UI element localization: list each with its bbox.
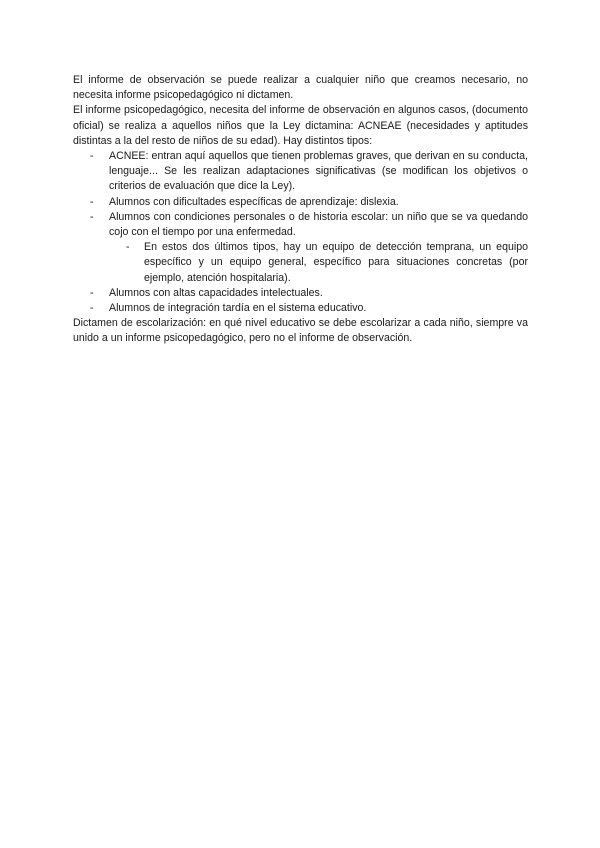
list-item-personal-conditions <box>73 210 528 286</box>
paragraph-observation-report: El informe de observación se puede realizar a cualquier niño que creamos necesario, no necesita informe psicopedagógico ni dictamen. <box>73 74 528 102</box>
nested-list-item-teams <box>109 240 528 286</box>
list-item-text: Alumnos de integración tardía en el sistema educativo. <box>109 302 367 315</box>
bullet-dash: - <box>90 150 94 163</box>
nested-list <box>109 240 528 286</box>
list-item-acnee <box>73 149 528 195</box>
list-item-high-abilities <box>73 286 528 301</box>
list-item-text: Alumnos con altas capacidades intelectuales. <box>109 286 323 299</box>
paragraph-schooling-dictamen: Dictamen de escolarización: en qué nivel educativo se debe escolarizar a cada niño, siempre va unido a un informe psicopedagógico, pero no el informe de observación. <box>73 317 528 345</box>
document-body <box>73 73 528 347</box>
bullet-dash: - <box>90 195 94 208</box>
bullet-dash: - <box>90 286 94 299</box>
list-item-late-integration <box>73 301 528 316</box>
paragraph-psychopedagogical-report: El informe psicopedagógico, necesita del informe de observación en algunos casos, (documento oficial) se realiza a aquellos niños que la Ley dictamina: ACNEAE (necesidades y aptitudes distintas a la del resto de niños de su edad). Hay distintos tipos: <box>73 104 528 147</box>
nested-list-item-text: En estos dos últimos tipos, hay un equipo de detección temprana, un equipo específico y un equipo general, específico para situaciones concretas (por ejemplo, atención hospitalaria). <box>144 241 528 284</box>
bullet-dash: - <box>90 210 94 223</box>
list-item-learning-difficulties <box>73 195 528 210</box>
bullet-dash: - <box>90 302 94 315</box>
list-item-text: ACNEE: entran aquí aquellos que tienen problemas graves, que derivan en su conducta, lenguaje... Se les realizan adaptaciones significativas (se modifican los objetivos o criterios de evaluación que dice la Ley). <box>109 150 528 193</box>
student-types-list <box>73 149 528 316</box>
bullet-dash: - <box>126 241 130 254</box>
list-item-text: Alumnos con dificultades específicas de aprendizaje: dislexia. <box>109 195 399 208</box>
list-item-text: Alumnos con condiciones personales o de historia escolar: un niño que se va quedando cojo con el tiempo por una enfermedad. <box>109 210 528 239</box>
